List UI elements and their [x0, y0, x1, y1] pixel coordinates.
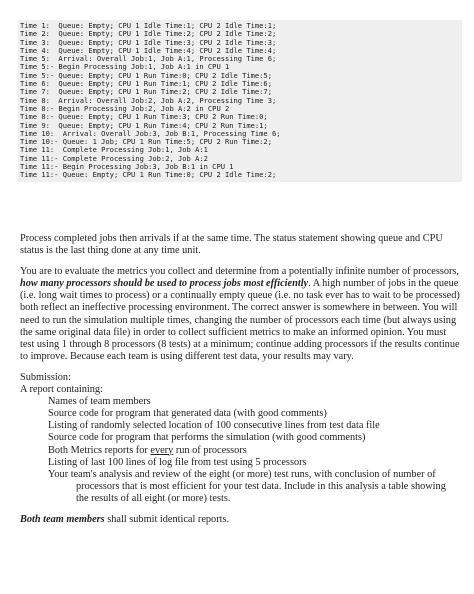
- log-line: Time 11:- Queue: Empty; CPU 1 Run Time:0; CPU 2 Idle Time:2;: [20, 170, 277, 180]
- requirement-item: Source code for program that generated data (with good comments): [48, 408, 327, 420]
- log-line: Time 5:- Queue: Empty; CPU 1 Run Time:0; CPU 2 Idle Time:5;: [20, 70, 272, 80]
- log-line: Time 11:- Begin Processing Job:3, Job B:1 in CPU 1: [20, 162, 234, 172]
- processing-order-paragraph: Process completed jobs then arrivals if at the same time. The status statement showing queue and CPU status is the last thing done at any time unit.: [20, 233, 443, 257]
- final-note-bold: Both team members: [20, 513, 105, 525]
- evaluation-text-rest: . A high number of jobs in the queue (i.e. long wait times to process) or a continually empty queue (i.e. no task ever has to wait to be processed) both reflect an ineffective processing environment. The correct answer is somewhere in between. You will need to run the simulation multiple times, changing the number of processors each time (but always using the same original data file) in order to collect sufficient metrics to make an informed opinion. You must test using 1 through 8 processors (8 tests) at a minimum; continue adding processors if the results continue to improve. Because each team is using different test data, your results may vary.: [20, 278, 460, 362]
- log-line: Time 4: Queue: Empty; CPU 1 Idle Time:4; CPU 2 Idle Time:4;: [20, 45, 277, 55]
- log-line: Time 9: Queue: Empty; CPU 1 Run Time:4; CPU 2 Run Time:1;: [20, 120, 268, 130]
- metrics-text-underlined: every: [150, 444, 174, 456]
- requirement-item-metrics: [20, 445, 460, 457]
- log-line: Time 11:- Complete Processing Job:2, Job A:2: [20, 153, 208, 163]
- requirement-item: Listing of randomly selected location of 100 consecutive lines from test data file: [48, 420, 380, 432]
- assignment-text: [20, 233, 460, 535]
- log-line: Time 3: Queue: Empty; CPU 1 Idle Time:3; CPU 2 Idle Time:3;: [20, 37, 277, 47]
- final-note: [20, 514, 460, 526]
- evaluation-emphasis: how many processors should be used to process jobs most efficiently: [20, 278, 309, 290]
- log-line: Time 10: Arrival: Overall Job:3, Job B:1, Processing Time 6;: [20, 128, 281, 138]
- log-line: Time 11: Complete Processing Job:1, Job A:1: [20, 145, 208, 155]
- log-line: Time 8:- Queue: Empty; CPU 1 Run Time:3; CPU 2 Run Time:0;: [20, 112, 268, 122]
- report-label: A report containing:: [20, 384, 103, 396]
- log-line: Time 5:- Begin Processing Job:1, Job A:1 in CPU 1: [20, 62, 230, 72]
- log-line: Time 10:- Queue: 1 Job; CPU 1 Run Time:5; CPU 2 Run Time:2;: [20, 137, 272, 147]
- evaluation-paragraph: [20, 266, 460, 363]
- submission-heading: Submission:: [20, 371, 71, 383]
- evaluation-text-start: You are to evaluate the metrics you collect and determine from a potentially infinite number of processors,: [20, 266, 460, 278]
- log-line: Time 8: Arrival: Overall Job:2, Job A:2, Processing Time 3;: [20, 95, 277, 105]
- simulation-log-block: [18, 20, 462, 182]
- requirement-item: Listing of last 100 lines of log file from test using 5 processors: [48, 456, 307, 468]
- requirement-item: Names of team members: [48, 396, 151, 408]
- log-line: Time 8:- Begin Processing Job:2, Job A:2 in CPU 2: [20, 103, 230, 113]
- report-requirements-list: [20, 396, 460, 505]
- log-line: Time 5: Arrival: Overall Job:1, Job A:1, Processing Time 6;: [20, 54, 277, 64]
- log-line: Time 1: Queue: Empty; CPU 1 Idle Time:1; CPU 2 Idle Time:1;: [20, 21, 277, 30]
- log-line: Time 6: Queue: Empty; CPU 1 Run Time:1; CPU 2 Idle Time:6;: [20, 79, 272, 89]
- log-line: Time 2: Queue: Empty; CPU 1 Idle Time:2; CPU 2 Idle Time:2;: [20, 29, 277, 39]
- requirement-item: Source code for program that performs the simulation (with good comments): [48, 432, 366, 444]
- metrics-text-end: run of processors: [173, 444, 247, 456]
- metrics-text-start: Both Metrics reports for: [48, 444, 151, 456]
- final-note-rest: shall submit identical reports.: [104, 513, 230, 525]
- requirement-item: Your team's analysis and review of the eight (or more) test runs, with conclusion of number of processors that is most efficient for your test data. Include in this analysis a table showing the results of all eight (or more) tests.: [48, 468, 446, 504]
- log-line: Time 7: Queue: Empty; CPU 1 Run Time:2; CPU 2 Idle Time:7;: [20, 87, 272, 97]
